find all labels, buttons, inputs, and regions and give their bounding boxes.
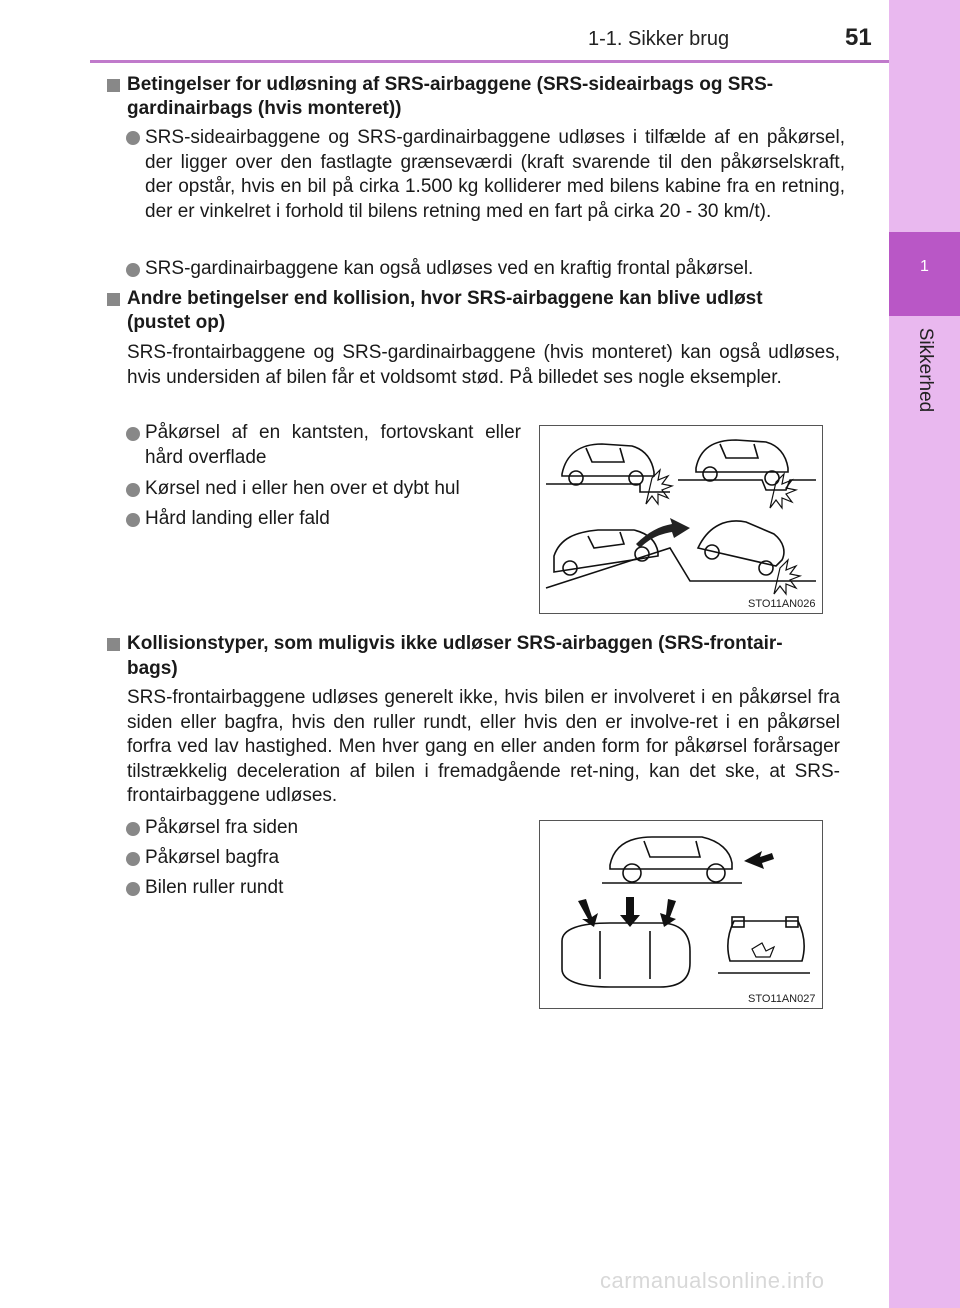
list-item: Påkørsel fra siden (145, 817, 299, 838)
car-impact-drawing (540, 426, 822, 613)
body-paragraph: SRS-frontairbaggene og SRS-gardinairbaggene (hvis monteret) kan også udløses, hvis undersiden af bilen får et voldsomt stød. På billedet ses nogle eksempler. (127, 342, 840, 388)
chapter-title: Sikkerhed (915, 327, 936, 413)
section-heading: Andre betingelser end kollision, hvor SRS-airbaggene kan blive udløst (127, 288, 763, 309)
section-heading: (pustet op) (127, 312, 226, 333)
collision-illustration-1 (539, 425, 823, 614)
header-divider (90, 60, 889, 63)
section-heading: Betingelser for udløsning af SRS-airbaggene (SRS-sideairbags og SRS- (127, 74, 774, 95)
list-item: Hård landing eller fald (145, 508, 330, 529)
circle-bullet-icon (126, 427, 140, 441)
square-bullet-icon (107, 638, 120, 651)
list-item: Bilen ruller rundt (145, 877, 284, 898)
circle-bullet-icon (126, 483, 140, 497)
list-item: Påkørsel af en kantsten, fortovskant eller hård overflade (145, 422, 521, 468)
circle-bullet-icon (126, 131, 140, 145)
collision-illustration-2 (539, 820, 823, 1009)
watermark: carmanualsonline.info (600, 1268, 825, 1293)
figure-code: STO11AN026 (748, 598, 816, 610)
section-heading: Kollisionstyper, som muligvis ikke udløser SRS-airbaggen (SRS-frontair- (127, 633, 783, 654)
circle-bullet-icon (126, 513, 140, 527)
circle-bullet-icon (126, 852, 140, 866)
section-heading: bags) (127, 658, 178, 679)
square-bullet-icon (107, 79, 120, 92)
square-bullet-icon (107, 293, 120, 306)
page-number: 51 (845, 24, 872, 51)
section-heading: gardinairbags (hvis monteret)) (127, 98, 402, 119)
body-paragraph: SRS-frontairbaggene udløses generelt ikke, hvis bilen er involveret i en påkørsel fra siden eller bagfra, hvis den ruller rundt, eller hvis den er involve-ret i en påkørsel forfra ved lav hastighed. Men hver gang en eller anden form for påkørsel forårsager tilstrækkelig deceleration af bilen i fremadgående ret-ning, kan det ske, at SRS-frontairbaggene udløses. (127, 687, 840, 806)
circle-bullet-icon (126, 882, 140, 896)
chapter-number: 1 (920, 258, 929, 275)
arrow-icon (578, 851, 774, 927)
circle-bullet-icon (126, 263, 140, 277)
car-collision-types-drawing (540, 821, 822, 1008)
circle-bullet-icon (126, 822, 140, 836)
section-title: 1-1. Sikker brug (588, 28, 730, 50)
list-item: SRS-sideairbaggene og SRS-gardinairbaggene udløses i tilfælde af en påkørsel, der ligger over den fastlagte grænseværdi (kraft svarende til den påkørselskraft, der opstår, hvis en bil på cirka 1.500 kg kolliderer med bilens kabine fra en retning, der er vinkelret i forhold til bilens retning med en fart på cirka 20 - 30 km/t). (145, 127, 845, 222)
list-item: Kørsel ned i eller hen over et dybt hul (145, 478, 460, 499)
chapter-sidebar (889, 0, 960, 1308)
list-item: Påkørsel bagfra (145, 847, 280, 868)
list-item: SRS-gardinairbaggene kan også udløses ved en kraftig frontal påkørsel. (145, 258, 754, 279)
figure-code: STO11AN027 (748, 993, 816, 1005)
